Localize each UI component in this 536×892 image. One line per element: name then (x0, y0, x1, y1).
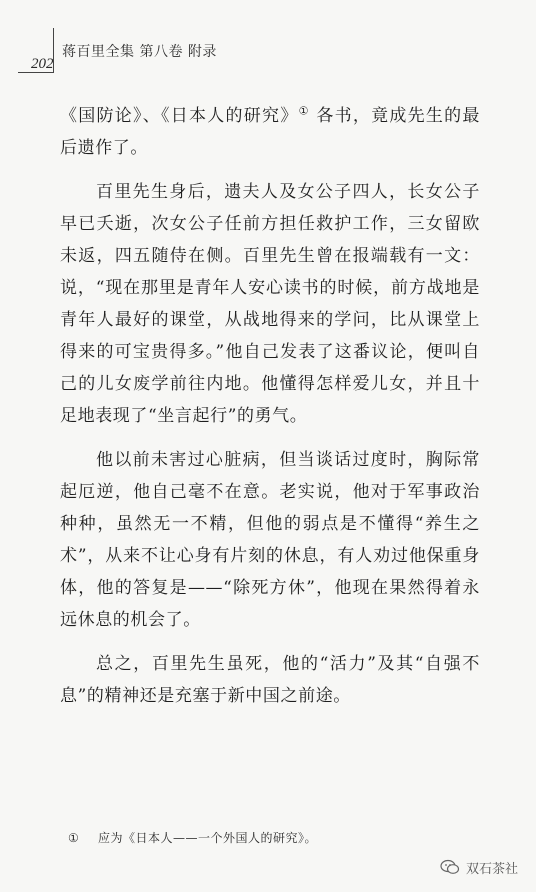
paragraph-1-lead: 《国防论》、《日本人的研究》 (60, 106, 299, 126)
paragraph-1-tail: 各书，竟成先生的最后遗作了。 (60, 106, 481, 158)
body-text (60, 100, 480, 724)
watermark-text: 双石茶社 (466, 861, 519, 877)
watermark (440, 856, 518, 878)
page-number: 202 (31, 56, 54, 72)
footnote-text: 应为《日本人——一个外国人的研究》。 (98, 831, 318, 845)
paragraph-2: 百里先生身后，遗夫人及女公子四人，长女公子早已夭逝，次女公子任前方担任救护工作，三女留欧未返，四五随侍在侧。百里先生曾在报端载有一文：说，“现在那里是青年人安心读书的时候，前方战地是青年人最好的课堂，从战地得来的学问，比从课堂上得来的可宝贵得多。”他自己发表了这番议论，便叫自己的儿女废学前往内地。他懂得怎样爱儿女，并且十足地表现了“坐言起行”的勇气。 (60, 182, 480, 426)
paragraph-3: 他以前未害过心脏病，但当谈话过度时，胸际常起厄逆，他自己毫不在意。老实说，他对于军事政治种种，虽然无一不精，但他的弱点是不懂得“养生之术”，从来不让心身有片刻的休息，有人劝过他保重身体，他的答复是——“除死方休”，他现在果然得着永远休息的机会了。 (60, 450, 480, 630)
header-horizontal-rule (18, 72, 54, 73)
wechat-icon (440, 859, 460, 875)
footnote (68, 829, 508, 846)
footnote-mark: ① (68, 831, 80, 845)
paragraph-1 (60, 100, 480, 164)
page-header (0, 28, 536, 78)
paragraph-4: 总之，百里先生虽死，他的“活力”及其“自强不息”的精神还是充塞于新中国之前途。 (60, 654, 480, 706)
header-vertical-rule (53, 28, 54, 72)
running-title: 蒋百里全集 第八卷 附录 (62, 44, 217, 60)
footnote-ref-mark: ① (298, 104, 310, 118)
